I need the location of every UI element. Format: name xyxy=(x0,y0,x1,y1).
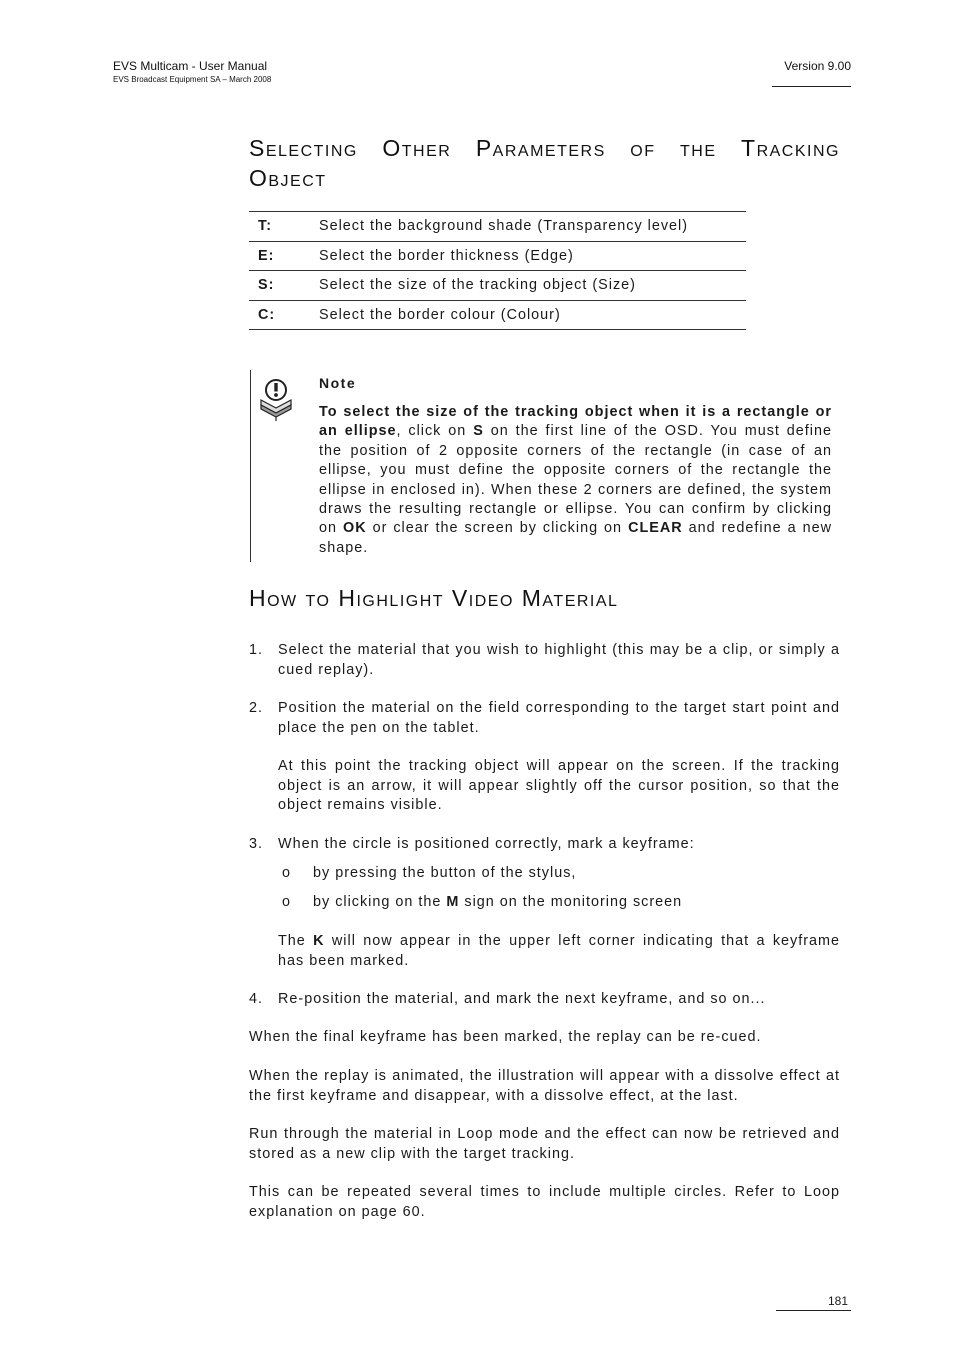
param-description: Select the background shade (Transparency level) xyxy=(310,212,746,242)
version-label: Version 9.00 xyxy=(784,59,851,73)
bullet-text: by pressing the button of the stylus, xyxy=(313,865,577,881)
key-label: OK xyxy=(343,520,367,537)
step-extra-text xyxy=(278,932,840,971)
page-header xyxy=(113,59,271,84)
step-number: 2. xyxy=(249,700,264,716)
footer-rule xyxy=(776,1310,851,1311)
key-label: M xyxy=(446,894,460,910)
heading-word: Selecting xyxy=(249,135,358,161)
bullet-symbol: o xyxy=(282,894,292,910)
note-title: Note xyxy=(319,375,357,391)
param-description: Select the size of the tracking object (Size) xyxy=(310,271,746,301)
table-row xyxy=(249,212,746,242)
note-body xyxy=(319,403,832,558)
param-description: Select the border thickness (Edge) xyxy=(310,241,746,271)
bullet-text xyxy=(313,893,682,913)
step-extra-text: At this point the tracking object will appear on the screen. If the tracking object is an arrow, it will appear slightly off the cursor position, so that the object remains visible. xyxy=(278,758,840,813)
note-text: , click on xyxy=(396,423,474,440)
step-text: When the circle is positioned correctly, mark a keyframe: xyxy=(278,836,695,852)
manual-title: EVS Multicam - User Manual xyxy=(113,59,268,73)
heading-word: Tracking xyxy=(741,135,840,161)
heading-word: Other xyxy=(382,135,452,161)
table-row xyxy=(249,241,746,271)
bullet-symbol: o xyxy=(282,865,292,881)
note-text: on the first line of the OSD. You must define the position of 2 opposite corners of the rectangle (in case of an ellipse, you must define the opposite corners of the rectangle the ellipse in enclosed in). When these 2 corners are defined, the system draws the resulting rectangle or ellipse. You can confirm by clicking on xyxy=(319,423,832,537)
key-label: K xyxy=(313,933,325,949)
heading-word: of xyxy=(630,135,656,161)
text-part: will now appear in the upper left corner indicating that a keyframe has been marked. xyxy=(278,933,841,969)
header-rule xyxy=(772,86,851,87)
key-label: S xyxy=(473,423,484,440)
step-text: Position the material on the field corresponding to the target start point and place the pen on the tablet. xyxy=(278,700,840,736)
body-paragraph: This can be repeated several times to include multiple circles. Refer to Loop explanation on page 60. xyxy=(249,1184,840,1220)
step-text: Re-position the material, and mark the next keyframe, and so on... xyxy=(278,991,766,1007)
section-heading-selecting-parameters xyxy=(249,133,840,193)
note-sidebar-rule xyxy=(250,370,251,562)
publisher-line: EVS Broadcast Equipment SA – March 2008 xyxy=(113,75,272,84)
param-key: S: xyxy=(249,271,310,301)
body-paragraph: Run through the material in Loop mode and the effect can now be retrieved and stored as a new clip with the target tracking. xyxy=(249,1126,840,1162)
note-bold-intro: To select the size of the tracking object when it is a rectangle or an ellipse xyxy=(319,404,832,440)
step-text: Select the material that you wish to highlight (this may be a clip, or simply a cued replay). xyxy=(278,642,840,678)
table-row xyxy=(249,271,746,301)
heading-word: Parameters xyxy=(475,135,606,161)
body-paragraph: When the replay is animated, the illustration will appear with a dissolve effect at the first keyframe and disappear, with a dissolve effect, at the last. xyxy=(249,1068,840,1104)
text-part: The xyxy=(278,933,314,949)
note-text: and redefine a new shape. xyxy=(319,520,832,556)
body-paragraph: When the final keyframe has been marked, the replay can be re-cued. xyxy=(249,1029,762,1045)
heading-word: the xyxy=(680,135,717,161)
warning-book-icon xyxy=(258,378,294,422)
heading-word: Object xyxy=(249,165,327,191)
bullet-text-part: by clicking on the xyxy=(313,894,447,910)
param-description: Select the border colour (Colour) xyxy=(310,300,746,330)
step-number: 1. xyxy=(249,642,264,658)
section-heading-highlight-video: How to Highlight Video Material xyxy=(249,585,619,611)
page-number: 181 xyxy=(827,1294,848,1308)
param-key: E: xyxy=(249,241,310,271)
param-key: T: xyxy=(249,212,310,242)
key-label: CLEAR xyxy=(628,520,683,537)
param-key: C: xyxy=(249,300,310,330)
table-row xyxy=(249,300,746,330)
step-number: 3. xyxy=(249,836,264,852)
parameters-table xyxy=(249,211,746,330)
step-number: 4. xyxy=(249,991,264,1007)
note-text: or clear the screen by clicking on xyxy=(366,520,629,537)
bullet-text-part: sign on the monitoring screen xyxy=(459,894,683,910)
